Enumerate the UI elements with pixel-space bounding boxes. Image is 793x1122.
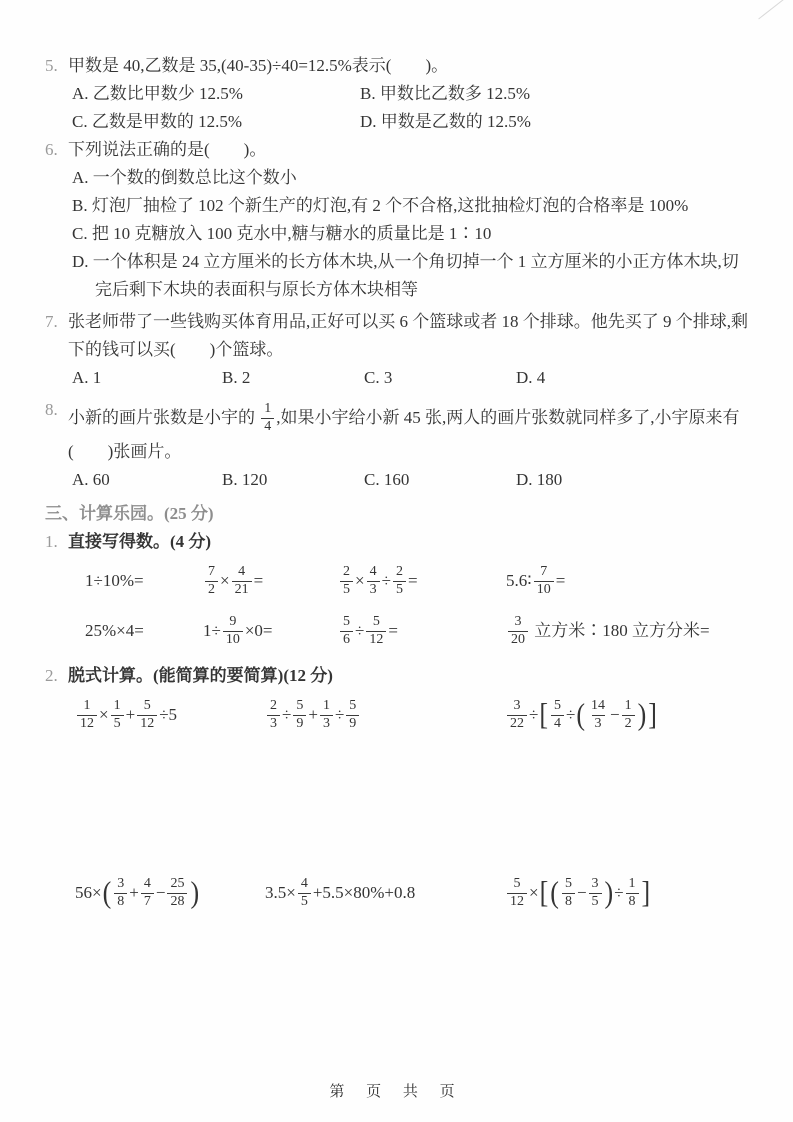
math-text: ÷5 <box>159 705 178 725</box>
options-grid <box>45 364 748 392</box>
subsection-title: 脱式计算。(能简算的要简算)(12 分) <box>68 666 333 686</box>
question-text-with-fraction <box>68 401 740 435</box>
expression <box>203 564 338 598</box>
expression <box>85 567 203 595</box>
expression <box>338 614 506 648</box>
fraction: $\frac{4}{7}$ <box>141 876 154 910</box>
subsection-number: 2. <box>45 666 58 686</box>
question-number: 7. <box>45 312 58 331</box>
math-text: ,如果小宇给小新 45 张,两人的画片张数就同样多了,小宇原来有 <box>276 408 740 428</box>
question-stem <box>45 396 748 438</box>
direct-calc-row-2 <box>45 606 748 656</box>
options-grid <box>45 80 748 136</box>
option-a: A. 60 <box>72 470 110 490</box>
expression <box>506 564 748 598</box>
question-stem <box>45 308 748 364</box>
fraction: $\frac{9}{10}$ <box>223 614 243 648</box>
math-text: 立方米∶180 立方分米= <box>530 621 710 641</box>
question-6 <box>45 136 748 304</box>
math-text: × <box>99 705 109 725</box>
math-text: ÷ <box>282 705 292 725</box>
fraction: $\frac{14}{3}$ <box>591 698 606 731</box>
math-text: × <box>355 571 365 591</box>
page-footer: 第 页 共 页 <box>329 1084 464 1100</box>
expression <box>265 876 505 910</box>
bracket: ] <box>641 875 651 910</box>
option-c: C. 把 10 克糖放入 100 克水中,糖与糖水的质量比是 1∶10 <box>72 224 492 243</box>
math-text: 1÷ <box>203 621 221 641</box>
fraction: $\frac{2}{5}$ <box>393 564 406 598</box>
math-text: + <box>125 705 136 725</box>
fraction: $\frac{5}{4}$ <box>551 698 564 732</box>
fraction: $\frac{25}{28}$ <box>167 876 187 910</box>
fraction: $\frac{4}{3}$ <box>367 564 380 598</box>
option-c: C. 160 <box>364 470 410 490</box>
bracket: [ <box>539 697 549 732</box>
expression <box>85 617 203 645</box>
math-text: 25%×4= <box>85 621 144 641</box>
step-calc-row-1 <box>45 690 748 740</box>
fraction: $\frac{5}{8}$ <box>562 876 575 910</box>
fraction: $\frac{4}{5}$ <box>298 876 311 910</box>
fraction: $\frac{2}{5}$ <box>340 564 353 598</box>
math-text: = <box>253 571 264 591</box>
fraction: $\frac{3}{8}$ <box>114 876 127 910</box>
math-text: 3.5× <box>265 883 296 903</box>
expression <box>338 564 506 598</box>
option-c: C. 3 <box>364 368 393 387</box>
fraction: $\frac{5}{9}$ <box>293 698 306 732</box>
bracket: ) <box>190 875 200 910</box>
fraction: $\frac{4}{21}$ <box>232 564 252 598</box>
expression <box>203 614 338 648</box>
fraction: $\frac{5}{9}$ <box>346 698 359 732</box>
question-number: 5. <box>45 56 58 75</box>
question-stem <box>45 52 748 80</box>
option-d: D. 4 <box>516 368 546 387</box>
option-b: B. 2 <box>222 368 251 387</box>
math-text: + <box>129 883 139 903</box>
math-text: ÷ <box>334 705 345 725</box>
question-text-line2: ( )张画片。 <box>68 442 182 462</box>
math-text: 小新的画片张数是小宇的 <box>68 408 260 428</box>
subsection-1-header <box>45 528 748 556</box>
question-text: 张老师带了一些钱购买体育用品,正好可以买 6 个篮球或者 18 个排球。他先买了 9 个排球,剩下的钱可以买( )个篮球。 <box>68 312 748 359</box>
question-stem <box>45 136 748 164</box>
bracket: ( <box>102 875 112 910</box>
subsection-number: 1. <box>45 532 58 552</box>
bracket: ) <box>604 875 614 910</box>
math-text: 56× <box>75 883 102 903</box>
bracket: [ <box>539 875 549 910</box>
fraction: $\frac{5}{12}$ <box>507 876 527 910</box>
math-text: ÷ <box>566 705 576 725</box>
question-number: 6. <box>45 140 58 159</box>
bracket: ( <box>550 875 559 910</box>
math-text: × <box>529 883 539 903</box>
option-b: B. 灯泡厂抽检了 102 个新生产的灯泡,有 2 个不合格,这批抽检灯泡的合格率是 100% <box>72 196 689 215</box>
expression <box>75 876 265 910</box>
fraction: $\frac{7}{2}$ <box>205 564 218 598</box>
fraction: $\frac{1}{3}$ <box>320 698 333 732</box>
math-text: ×0= <box>244 621 273 641</box>
option-d: D. 一个体积是 24 立方厘米的长方体木块,从一个角切掉一个 1 立方厘米的小正方体木块,切完后剩下木块的表面积与原长方体木块相等 <box>72 252 739 299</box>
math-text: ÷ <box>355 621 365 641</box>
option-a: A. 乙数比甲数少 12.5% <box>72 84 243 103</box>
bracket: ( <box>576 697 586 732</box>
bracket: ] <box>648 697 657 732</box>
expression <box>75 698 265 732</box>
expression <box>506 614 748 648</box>
question-number: 8. <box>45 400 58 419</box>
fraction: $\frac{5}{12}$ <box>137 698 157 732</box>
option-a: A. 1 <box>72 368 102 387</box>
math-text: − <box>610 705 620 725</box>
fraction: $\frac{5}{6}$ <box>340 614 353 648</box>
fraction: $\frac{1}{2}$ <box>622 698 635 732</box>
question-text: 甲数是 40,乙数是 35,(40-35)÷40=12.5%表示( )。 <box>68 56 449 75</box>
fraction: $\frac{3}{22}$ <box>507 698 527 732</box>
fraction: $\frac{1}{5}$ <box>111 698 124 732</box>
option-c: C. 乙数是甲数的 12.5% <box>72 112 242 131</box>
options-grid <box>45 466 748 494</box>
option-b: B. 120 <box>222 470 268 490</box>
fraction: $\frac{1}{12}$ <box>77 698 97 732</box>
fraction: $\frac{3}{20}$ <box>508 614 528 648</box>
math-text: 5.6∶ <box>506 571 532 591</box>
fraction: $\frac{1}{4}$ <box>261 401 274 435</box>
section-3-header: 三、计算乐园。(25 分) <box>45 504 214 524</box>
math-text: − <box>576 883 587 903</box>
option-a: A. 一个数的倒数总比这个数小 <box>72 168 297 187</box>
fraction: $\frac{5}{12}$ <box>366 614 386 648</box>
option-d: D. 180 <box>516 470 563 490</box>
option-d: D. 甲数是乙数的 12.5% <box>360 112 531 131</box>
fraction: $\frac{2}{3}$ <box>267 698 280 732</box>
subsection-1 <box>45 528 748 656</box>
math-text: 1÷10%= <box>85 571 144 591</box>
math-text: × <box>220 571 230 591</box>
question-text: 下列说法正确的是( )。 <box>68 140 267 159</box>
subsection-title: 直接写得数。(4 分) <box>68 532 212 552</box>
direct-calc-row-1 <box>45 556 748 606</box>
math-text: = <box>388 621 398 641</box>
math-text: ÷ <box>614 883 624 903</box>
question-5 <box>45 52 748 136</box>
step-calc-row-2 <box>45 868 748 918</box>
fraction: $\frac{7}{10}$ <box>534 564 554 598</box>
bracket: ) <box>637 697 647 732</box>
page-curl-mark <box>758 0 785 19</box>
question-8 <box>45 396 748 494</box>
option-b: B. 甲数比乙数多 12.5% <box>360 84 530 103</box>
math-text: ÷ <box>529 705 539 725</box>
subsection-2 <box>45 662 748 918</box>
math-text: + <box>308 705 318 725</box>
expression <box>265 698 505 732</box>
math-text: = <box>407 571 418 591</box>
subsection-2-header <box>45 662 748 690</box>
math-text: +5.5×80%+0.8 <box>312 883 416 903</box>
fraction: $\frac{3}{5}$ <box>589 876 602 910</box>
expression <box>505 876 748 910</box>
math-text: − <box>155 883 166 903</box>
math-text: = <box>555 571 566 591</box>
fraction: $\frac{1}{8}$ <box>626 876 639 910</box>
expression <box>505 698 748 732</box>
question-7 <box>45 308 748 392</box>
math-text: ÷ <box>381 571 391 591</box>
